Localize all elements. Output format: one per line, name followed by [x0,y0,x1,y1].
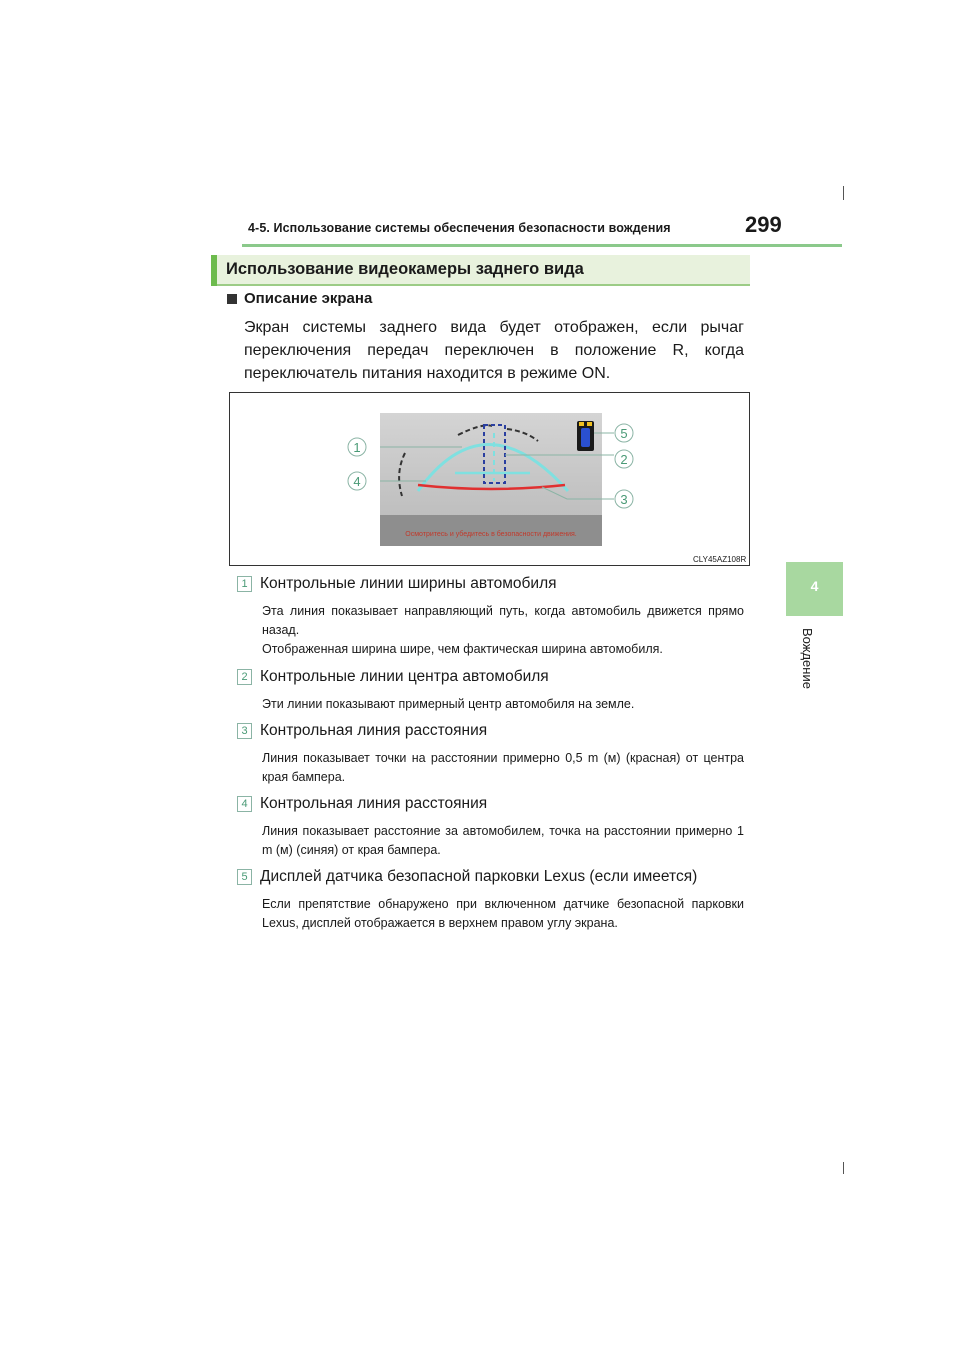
square-bullet-icon [227,294,237,304]
item-number-box: 3 [237,723,252,739]
rear-camera-figure [229,392,750,566]
header-rule [242,244,842,247]
item-5-body [262,895,744,933]
screen-warning-text: Осмотритесь и убедитесь в безопасности движения. [405,531,577,538]
item-4-body [262,822,744,860]
running-header: 4-5. Использование системы обеспечения безопасности вождения [248,221,671,235]
item-3-line-1: Линия показывает точки на расстоянии примерно 0,5 m (м) (красная) от центра края бампера. [262,751,744,784]
item-number-box: 1 [237,576,252,592]
section-accent [211,255,217,286]
item-4-title: Контрольная линия расстояния [260,795,488,812]
callout-2-label: 2 [620,452,628,467]
car-icon [581,428,590,447]
chapter-label: Вождение [800,628,815,689]
item-2-line-1: Эти линии показывают примерный центр автомобиля на земле. [262,697,635,711]
item-3-body [262,749,744,787]
item-1-body [262,602,744,659]
item-number-box: 5 [237,869,252,885]
section-title: Использование видеокамеры заднего вида [226,260,584,278]
subsection-title: Описание экрана [244,290,373,307]
rear-camera-illustration [230,393,749,565]
item-3-heading [237,722,487,740]
crop-mark-bottom [843,1162,844,1174]
callout-4-label: 4 [353,474,361,489]
item-1-title: Контрольные линии ширины автомобиля [260,575,557,592]
item-5-line-1: Если препятствие обнаружено при включенном датчике безопасной парковки Lexus, дисплей отображается в верхнем правом углу экрана. [262,897,744,930]
item-3-title: Контрольная линия расстояния [260,722,488,739]
item-1-line-1: Эта линия показывает направляющий путь, когда автомобиль движется прямо назад. [262,604,744,637]
item-2-heading [237,668,549,686]
chapter-number: 4 [810,578,819,594]
sensor-indicator-left [579,422,584,426]
callout-5-label: 5 [620,426,628,441]
callout-3-label: 3 [620,492,628,507]
item-4-line-1: Линия показывает расстояние за автомобилем, точка на расстоянии примерно 1 m (м) (синяя) от края бампера. [262,824,744,857]
item-1-line-2: Отображенная ширина шире, чем фактическая ширина автомобиля. [262,642,663,656]
item-5-title: Дисплей датчика безопасной парковки Lexus (если имеется) [260,868,698,885]
item-5-heading [237,868,697,886]
item-2-body [262,695,744,714]
page-number: 299 [745,212,782,237]
crop-mark-top [843,186,844,200]
callout-1-label: 1 [353,440,361,455]
item-4-heading [237,795,487,813]
figure-code: CLY45AZ108R [693,555,747,564]
item-number-box: 4 [237,796,252,812]
sensor-indicator-right [587,422,592,426]
item-1-heading [237,575,557,593]
intro-paragraph: Экран системы заднего вида будет отображен, если рычаг переключения передач переключен в положение R, когда переключатель питания находится в режиме ON. [244,319,744,382]
item-number-box: 2 [237,669,252,685]
item-2-title: Контрольные линии центра автомобиля [260,668,549,685]
